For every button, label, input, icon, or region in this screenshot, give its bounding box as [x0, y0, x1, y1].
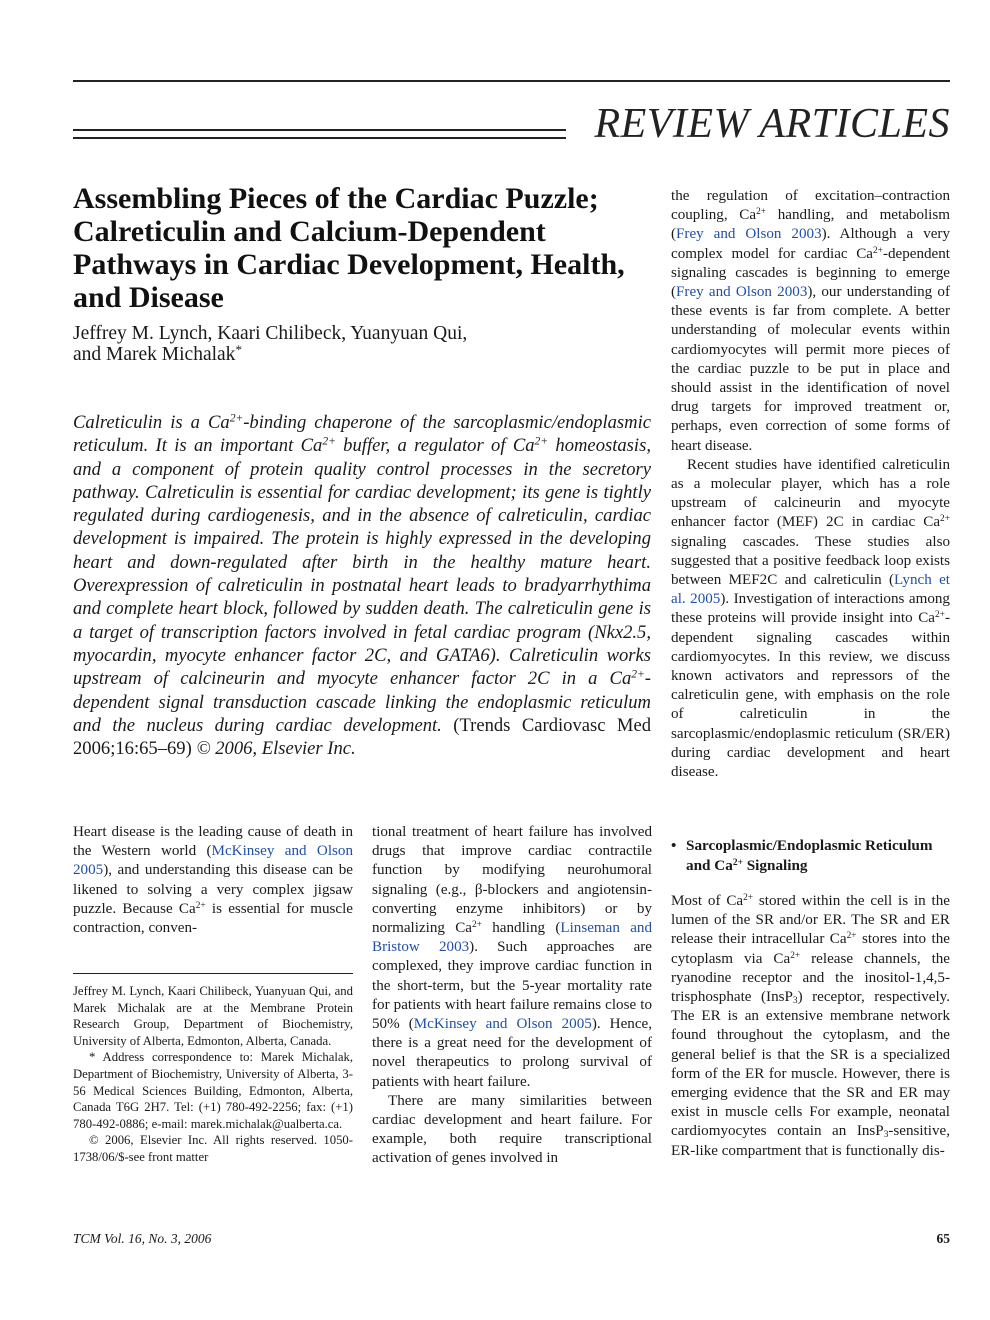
page-number: 65: [936, 1231, 950, 1246]
section-heading-text: [686, 836, 950, 875]
body-column-middle: [372, 823, 652, 1169]
body-column-right: [671, 187, 950, 782]
superscript: 2+: [472, 919, 482, 930]
body-text: the regulation of excitation–contraction coupling, Ca: [671, 188, 950, 224]
body-text: ). Hence, there is a great need for the development of novel therapeutics to prolong survival of patients with heart failure.: [372, 1016, 652, 1090]
abstract-text: -binding chaperone of the sarcoplasmic/endoplasmic reticulum. It is an important Ca: [73, 412, 651, 457]
superscript: 2+: [631, 668, 645, 681]
section-label: REVIEW ARTICLES: [594, 101, 950, 147]
superscript: 2+: [229, 412, 244, 425]
section-heading: [671, 836, 950, 875]
body-text: handling, and metabolism (: [671, 207, 950, 243]
superscript: 2+: [790, 950, 801, 961]
footnote-affiliation: Jeffrey M. Lynch, Kaari Chilibeck, Yuanyuan Qui, and Marek Michalak are at the Membrane Protein Research Group, Department of Biochemistry, University of Alberta, Edmonton, Alberta, Canada.: [73, 984, 353, 1048]
author-list: [73, 323, 633, 365]
reference-link[interactable]: Linseman and Bristow 2003: [372, 920, 652, 956]
footnote-rule: [73, 973, 353, 974]
body-text: -dependent signaling cascades is beginning to emerge (: [671, 245, 950, 301]
article-title: Assembling Pieces of the Cardiac Puzzle; Calreticulin and Calcium-Dependent Pathways in Cardiac Development, Health, and Disease: [73, 182, 625, 314]
superscript: 2+: [846, 931, 857, 942]
paragraph: [671, 456, 950, 782]
body-text: Recent studies have identified calreticulin as a molecular player, which has a role upstream of calcineurin and myocyte enhancer factor (MEF) 2C in cardiac Ca: [671, 456, 950, 531]
body-text: ) receptor, respectively. The ER is an extensive membrane network found throughout the cytoplasm, and the general belief is that the SR is a specialized form of the ER for muscle. However, there is emerging evidence that the SR and ER may exist in muscle cells For example, neonatal cardiomyocytes contain an InsP: [671, 989, 950, 1140]
body-text: ), our understanding of these events is far from complete. A better understanding of molecular events within cardiomyocytes will permit more pieces of the cardiac puzzle to be put in place and should assist in the identification of novel drug targets for improved treatment or, perhaps, even correction of some forms of heart disease.: [671, 284, 951, 454]
body-text: Heart disease is the leading cause of death in the Western world (: [73, 824, 353, 860]
superscript: 2+: [195, 900, 206, 911]
body-text: release channels, the ryanodine receptor and the inositol-1,4,5-trisphosphate (InsP: [671, 950, 951, 1006]
heading-text: Sarcoplasmic/Endoplasmic Reticulum and Ca: [686, 837, 933, 874]
journal-citation: (Trends Cardiovasc Med 2006;16:65–69): [73, 714, 651, 760]
body-text: signaling cascades. These studies also suggested that a positive feedback loop exists between MEF2C and calreticulin (: [671, 533, 950, 589]
abstract-text: -dependent signal transduction cascade linking the endoplasmic reticulum and the nucleus during cardiac development.: [73, 668, 651, 736]
body-text: stores into the cytoplasm via Ca: [671, 931, 950, 967]
body-text: handling (: [481, 920, 561, 937]
abstract-text: homeostasis, and a component of protein quality control processes in the secretory pathway. Calreticulin is essential for cardiac development; its gene is tightly regulated during cardiogenesis, and in the absence of calreticulin, cardiac development is impaired. The protein is highly expressed in the developing heart and down-regulated after birth in the healthy mature heart. Overexpression of calreticulin in postnatal heart leads to bradyarrhythima and complete heart block, followed by sudden death. The calreticulin gene is a target of transcription factors involved in fetal cardiac program (Nkx2.5, myocardin, myocyte enhancer factor 2C, and GATA6). Calreticulin works upstream of calcineurin and myocyte enhancer factor 2C in a Ca: [73, 435, 651, 690]
body-text: ). Investigation of interactions among these proteins will provide insight into Ca: [671, 591, 950, 627]
corresponding-mark: *: [235, 342, 242, 357]
footnote-rights: © 2006, Elsevier Inc. All rights reserved. 1050-1738/06/$-see front matter: [73, 1133, 353, 1164]
reference-link[interactable]: McKinsey and Olson 2005: [413, 1016, 592, 1033]
header-rule-top: [73, 80, 950, 82]
subscript: 3: [792, 995, 798, 1006]
superscript: 2+: [935, 610, 945, 621]
superscript: 2+: [732, 857, 743, 868]
body-text: Most of Ca: [671, 893, 744, 909]
superscript: 2+: [534, 435, 549, 448]
paragraph: [73, 823, 353, 938]
body-column-left: [73, 823, 353, 938]
reference-link[interactable]: Lynch et al. 2005: [671, 572, 950, 608]
superscript: 2+: [756, 207, 767, 218]
reference-link[interactable]: Frey and Olson 2003: [676, 284, 808, 301]
body-text: ). Although a very complex model for cardiac Ca: [671, 226, 951, 262]
footnote-correspondence: * Address correspondence to: Marek Michalak, Department of Biochemistry, University of Alberta, 3-56 Medical Sciences Building, Edmonton, Alberta, Canada T6G 2H7. Tel: (+1) 780-492-2256; fax: (+1) 780-492-0886; e-mail: marek.michalak@ualberta.ca.: [73, 1050, 353, 1131]
superscript: 2+: [940, 514, 950, 525]
body-text: -dependent signaling cascades within cardiomyocytes. In this review, we discuss known activators and repressors of the calreticulin gene, with emphasis on the role of calreticulin in the sarcoplasmic/endoplasmic reticulum (SR/ER) during cardiac development and heart disease.: [671, 610, 950, 781]
abstract-copyright: © 2006, Elsevier Inc.: [196, 738, 356, 760]
footnotes: [73, 983, 353, 1166]
reference-link[interactable]: Frey and Olson 2003: [676, 226, 822, 243]
body-text: is essential for muscle contraction, conven-: [73, 900, 353, 937]
superscript: 2+: [872, 245, 883, 256]
reference-link[interactable]: McKinsey and Olson 2005: [73, 843, 353, 879]
paragraph: There are many similarities between cardiac development and heart failure. For example, both require transcriptional activation of genes involved in: [372, 1092, 652, 1167]
paragraph: [671, 187, 950, 456]
bullet-icon: •: [671, 837, 677, 854]
body-text: stored within the cell is in the lumen of the SR and/or ER. The SR and ER release their intracellular Ca: [671, 893, 950, 948]
section-rule: [73, 137, 566, 139]
body-text: ). Such approaches are complexed, they improve cardiac function in the short-term, but the 5-year mortality rate for patients with heart failure remains close to 50% (: [372, 939, 652, 1033]
abstract-text: buffer, a regulator of Ca: [335, 435, 535, 457]
abstract-text: Calreticulin is a Ca: [73, 412, 230, 433]
body-text: ), and understanding this disease can be likened to solving a very complex jigsaw puzzle. Because Ca: [73, 862, 353, 917]
body-text: -sensitive, ER-like compartment that is functionally dis-: [671, 1123, 950, 1159]
journal-footer: TCM Vol. 16, No. 3, 2006: [73, 1231, 212, 1246]
superscript: 2+: [743, 892, 754, 903]
subscript: 3: [883, 1130, 889, 1141]
superscript: 2+: [322, 435, 336, 448]
heading-text: Signaling: [742, 856, 808, 874]
section-rule: [73, 129, 566, 131]
authors-line: Jeffrey M. Lynch, Kaari Chilibeck, Yuanyuan Qui,: [73, 323, 468, 344]
authors-line: [73, 344, 633, 365]
paragraph: [671, 892, 950, 1161]
authors-text: and Marek Michalak: [73, 344, 236, 365]
body-column-right-section: [671, 892, 950, 1161]
paragraph: [372, 823, 652, 1092]
body-text: tional treatment of heart failure has involved drugs that improve cardiac contractile function by modifying neurohumoral signaling (e.g., β-blockers and angiotensin-converting enzyme inhibitors) or by normalizing Ca: [372, 824, 652, 937]
abstract: [73, 411, 651, 760]
